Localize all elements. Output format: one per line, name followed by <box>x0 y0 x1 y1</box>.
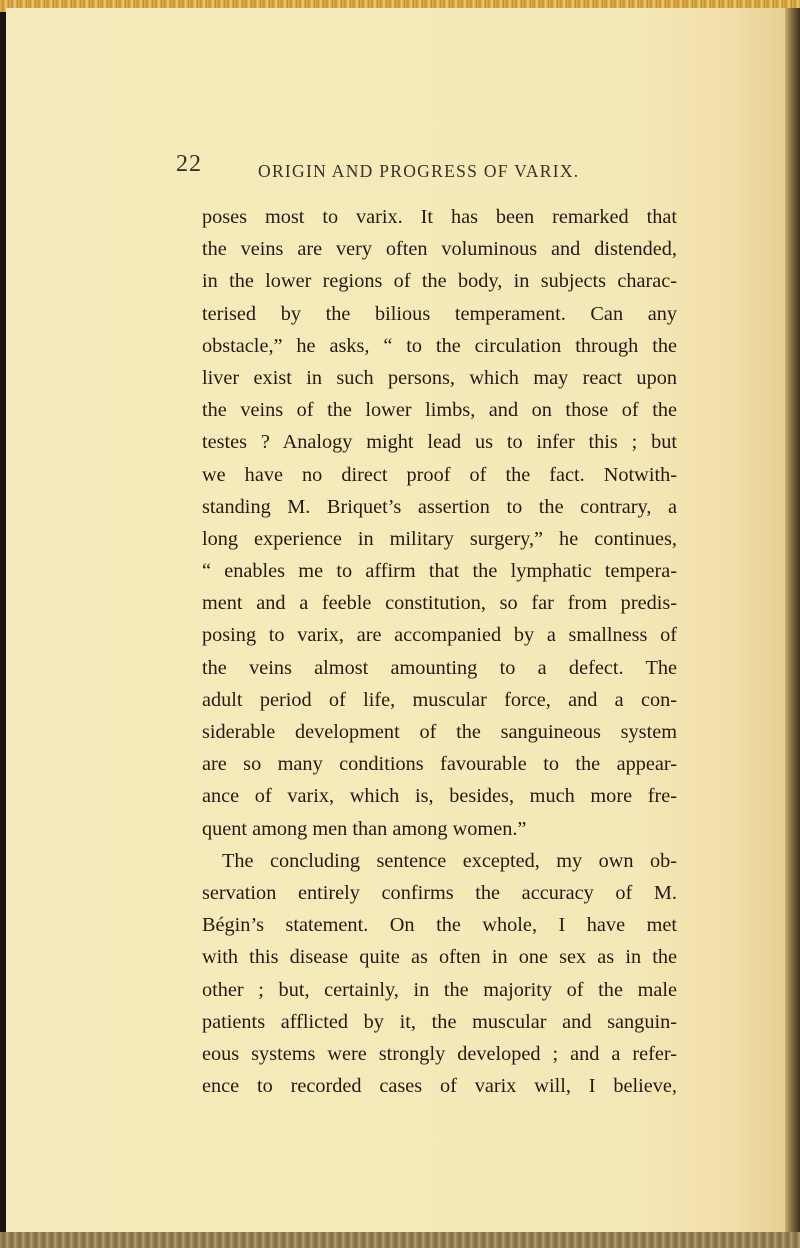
text-line: terised by the bilious temperament. Can any <box>202 302 677 325</box>
text-line: the veins almost amounting to a defect. The <box>202 656 677 679</box>
text-line: ance of varix, which is, besides, much more fre- <box>202 785 677 808</box>
book-binding-bottom <box>0 1232 800 1248</box>
text-line: ence to recorded cases of varix will, I believe, <box>202 1075 677 1098</box>
text-line: standing M. Briquet’s assertion to the contrary, a <box>202 495 677 518</box>
text-line: The concluding sentence excepted, my own ob- <box>222 849 677 872</box>
text-line: eous systems were strongly developed ; and a refer- <box>202 1042 677 1065</box>
text-line: poses most to varix. It has been remarked that <box>202 206 677 228</box>
text-line: quent among men than among women.” <box>202 817 527 840</box>
text-line: with this disease quite as often in one sex as in the <box>202 946 677 969</box>
book-page <box>6 8 786 1234</box>
text-line: adult period of life, muscular force, and a con- <box>202 688 677 711</box>
text-line: liver exist in such persons, which may react upon <box>202 366 677 389</box>
text-line: patients afflicted by it, the muscular and sanguin- <box>202 1010 677 1033</box>
text-line: ment and a feeble constitution, so far from predis- <box>202 592 677 615</box>
text-line: other ; but, certainly, in the majority of the male <box>202 978 677 1001</box>
text-line: “ enables me to affirm that the lymphatic tempera- <box>202 560 677 583</box>
page-edge-shadow <box>785 8 800 1234</box>
text-line: long experience in military surgery,” he continues, <box>202 527 677 550</box>
text-line: siderable development of the sanguineous system <box>202 721 677 743</box>
text-line: the veins of the lower limbs, and on those of the <box>202 399 677 422</box>
text-line: posing to varix, are accompanied by a smallness of <box>202 624 677 647</box>
text-line: in the lower regions of the body, in subjects charac- <box>202 270 677 293</box>
text-line: are so many conditions favourable to the appear- <box>202 753 677 776</box>
text-line: Bégin’s statement. On the whole, I have met <box>202 914 677 937</box>
running-title: ORIGIN AND PROGRESS OF VARIX. <box>258 161 580 181</box>
page-header <box>6 151 786 187</box>
text-line: obstacle,” he asks, “ to the circulation through the <box>202 334 677 357</box>
page-number: 22 <box>176 151 202 177</box>
body-text <box>202 201 677 1102</box>
text-line: servation entirely confirms the accuracy of M. <box>202 881 677 904</box>
text-line: testes ? Analogy might lead us to infer this ; but <box>202 431 677 454</box>
text-line: we have no direct proof of the fact. Notwith- <box>202 463 677 486</box>
text-line: the veins are very often voluminous and distended, <box>202 238 677 261</box>
